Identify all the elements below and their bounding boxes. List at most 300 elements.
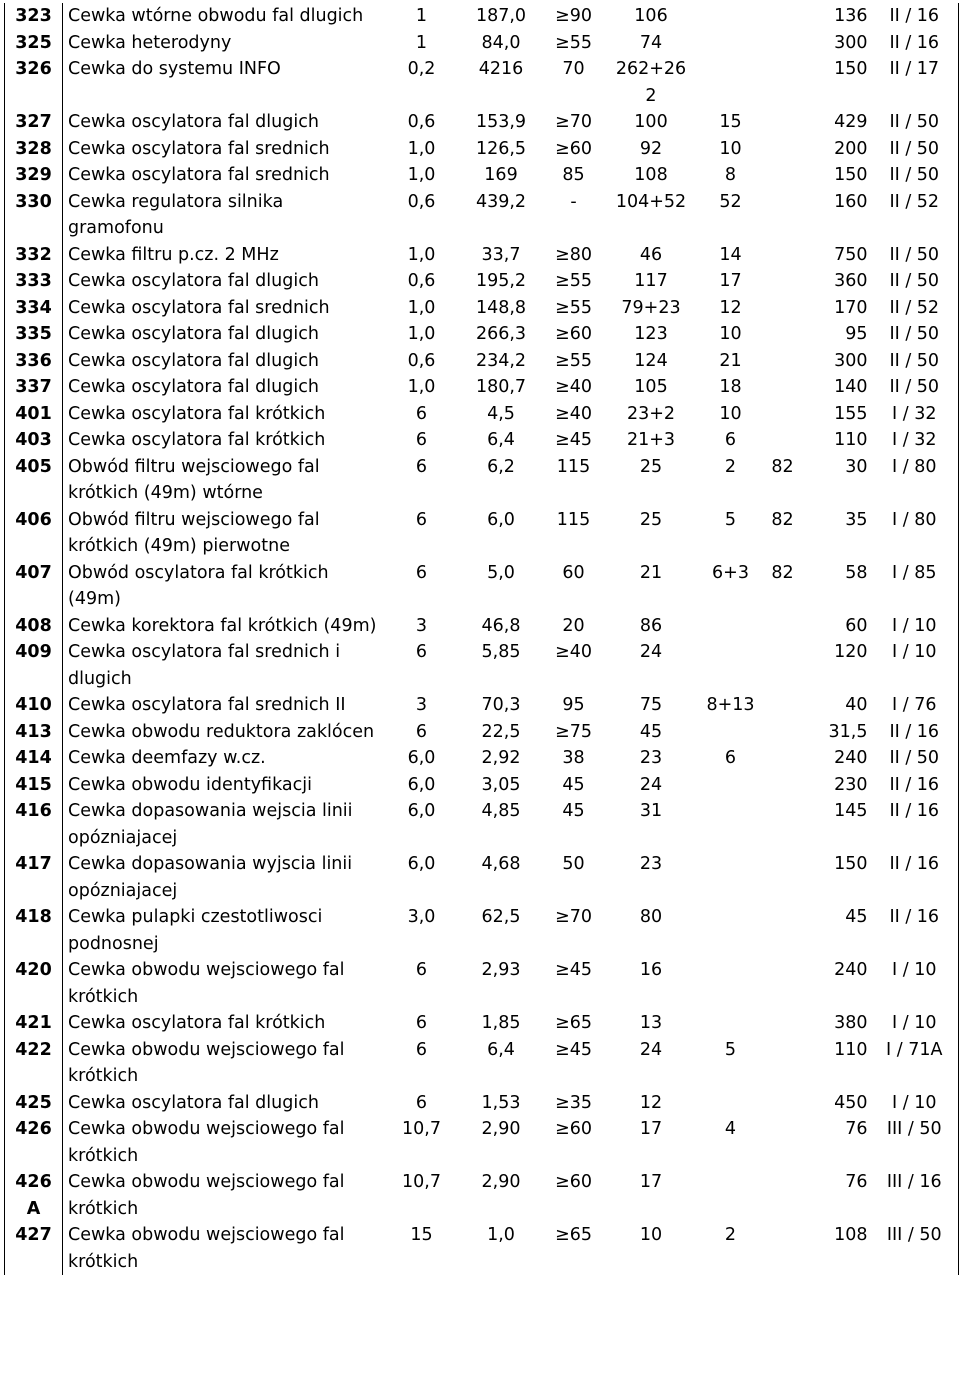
column-6-value xyxy=(763,374,803,401)
column-6-value: 82 xyxy=(771,456,794,477)
column-7-value: 200 xyxy=(834,138,868,159)
column-7-value: 150 xyxy=(834,854,868,874)
column-5-value xyxy=(699,719,763,746)
column-2-value: 6,4 xyxy=(487,430,515,450)
column-8-value: I / 80 xyxy=(871,454,959,507)
coil-description: Obwód filtru wejsciowego fal krótkich (49m) pierwotne xyxy=(68,509,320,556)
column-8-value: II / 16 xyxy=(871,798,959,851)
column-4-value: 80 xyxy=(639,907,663,927)
coil-description: Cewka oscylatora fal dlugich xyxy=(68,377,319,397)
column-4-value: 12 xyxy=(639,1092,663,1113)
coil-table-page xyxy=(4,3,958,1275)
column-4-value: 17 xyxy=(639,1172,663,1192)
column-5-value xyxy=(699,904,763,957)
column-3-value: 85 xyxy=(562,165,585,185)
column-1-value: 6 xyxy=(415,509,428,530)
column-1-value: 15 xyxy=(410,1225,433,1245)
column-1-value: 6 xyxy=(415,403,428,424)
column-8-value: I / 71A xyxy=(871,1037,959,1090)
column-6-value xyxy=(763,109,803,136)
column-6-value xyxy=(763,957,803,1010)
column-7-value: 76 xyxy=(845,1172,868,1192)
column-4-value: 46 xyxy=(639,244,663,265)
column-3-value: 20 xyxy=(562,615,585,636)
column-7-value: 155 xyxy=(834,403,868,424)
column-5-value: 18 xyxy=(719,377,742,397)
table-row xyxy=(5,189,959,242)
column-8-value: I / 80 xyxy=(871,507,959,560)
coil-number: 421 xyxy=(5,1010,63,1037)
column-6-value xyxy=(763,136,803,163)
column-5-value: 4 xyxy=(724,1119,737,1139)
column-2-value: 5,0 xyxy=(487,562,515,583)
coil-number: 328 xyxy=(5,136,63,163)
column-6-value xyxy=(763,719,803,746)
coil-description: Cewka obwodu wejsciowego fal krótkich xyxy=(68,1039,345,1086)
coil-number: 414 xyxy=(5,745,63,772)
coil-number: 326 xyxy=(5,56,63,109)
column-4-value: 124 xyxy=(634,350,668,371)
coil-description: Cewka oscylatora fal srednich i dlugich xyxy=(68,642,341,689)
column-7-value: 145 xyxy=(834,801,868,821)
column-7-value: 60 xyxy=(845,615,868,636)
column-3-value: ≥45 xyxy=(555,960,592,980)
column-3-value: 45 xyxy=(562,801,585,821)
column-6-value xyxy=(763,295,803,322)
column-2-value: 2,90 xyxy=(481,1172,521,1192)
column-1-value: 3 xyxy=(415,615,428,636)
column-6-value xyxy=(763,851,803,904)
column-4-value: 23+2 xyxy=(626,403,676,424)
column-6-value xyxy=(763,348,803,375)
column-7-value: 230 xyxy=(834,774,868,795)
column-6-value xyxy=(763,242,803,269)
column-2-value: 4,68 xyxy=(481,854,521,874)
column-2-value: 1,0 xyxy=(487,1225,515,1245)
column-8-value: III / 50 xyxy=(871,1222,959,1275)
column-2-value: 62,5 xyxy=(481,907,521,927)
column-8-value: II / 17 xyxy=(871,56,959,109)
column-8-value: II / 16 xyxy=(871,851,959,904)
column-6-value xyxy=(763,904,803,957)
column-7-value: 35 xyxy=(845,509,868,530)
column-7-value: 120 xyxy=(834,642,868,662)
column-8-value: III / 16 xyxy=(871,1169,959,1222)
coil-description: Cewka oscylatora fal dlugich xyxy=(68,324,319,344)
column-2-value: 169 xyxy=(484,165,518,185)
column-2-value: 234,2 xyxy=(475,350,527,371)
column-6-value: 82 xyxy=(771,562,794,583)
table-row xyxy=(5,1116,959,1169)
column-2-value: 1,53 xyxy=(481,1092,521,1113)
column-7-value: 140 xyxy=(834,377,868,397)
column-3-value: ≥45 xyxy=(555,1039,592,1060)
column-5-value xyxy=(699,1010,763,1037)
column-3-value: ≥90 xyxy=(555,6,592,26)
table-row xyxy=(5,30,959,57)
column-3-value: 60 xyxy=(562,562,585,583)
column-1-value: 0,6 xyxy=(407,191,436,212)
coil-number: 336 xyxy=(5,348,63,375)
column-7-value: 110 xyxy=(834,430,868,450)
column-1-value: 6 xyxy=(415,1013,428,1033)
coil-description: Cewka dopasowania wejscia linii opózniajacej xyxy=(68,801,353,848)
coil-description: Cewka oscylatora fal krótkich xyxy=(68,430,326,450)
column-5-value: 14 xyxy=(719,244,742,265)
column-4-value: 117 xyxy=(634,271,668,291)
column-1-value: 6,0 xyxy=(407,774,436,795)
table-row xyxy=(5,507,959,560)
column-5-value xyxy=(699,56,763,109)
coil-number: 323 xyxy=(5,3,63,30)
coil-description: Cewka korektora fal krótkich (49m) xyxy=(68,615,377,636)
column-1-value: 1,0 xyxy=(407,138,436,159)
coil-description: Cewka obwodu wejsciowego fal krótkich xyxy=(68,1119,345,1166)
column-5-value: 8 xyxy=(724,165,737,185)
table-row xyxy=(5,719,959,746)
column-2-value: 266,3 xyxy=(475,324,527,344)
column-2-value: 5,85 xyxy=(481,642,521,662)
coil-number: 420 xyxy=(5,957,63,1010)
table-row xyxy=(5,1222,959,1275)
coil-number: 332 xyxy=(5,242,63,269)
coil-number: 418 xyxy=(5,904,63,957)
column-8-value: II / 16 xyxy=(871,719,959,746)
column-7-value: 95 xyxy=(845,324,868,344)
column-6-value xyxy=(763,30,803,57)
coil-number: 325 xyxy=(5,30,63,57)
column-3-value: ≥60 xyxy=(555,1119,592,1139)
column-6-value xyxy=(763,56,803,109)
column-2-value: 180,7 xyxy=(475,377,527,397)
column-4-value: 75 xyxy=(639,695,663,715)
column-7-value: 110 xyxy=(834,1039,868,1060)
column-5-value xyxy=(699,798,763,851)
column-6-value xyxy=(763,321,803,348)
table-row xyxy=(5,109,959,136)
coil-description: Obwód filtru wejsciowego fal krótkich (49m) wtórne xyxy=(68,456,320,503)
column-7-value: 30 xyxy=(845,456,868,477)
coil-description: Cewka heterodyny xyxy=(68,32,232,53)
column-7-value: 108 xyxy=(834,1225,868,1245)
column-5-value: 52 xyxy=(719,191,742,212)
column-6-value xyxy=(763,427,803,454)
column-7-value: 170 xyxy=(834,297,868,318)
coil-description: Cewka filtru p.cz. 2 MHz xyxy=(68,244,279,265)
column-4-value: 104+52 xyxy=(615,191,687,212)
column-1-value: 1,0 xyxy=(407,324,436,344)
table-row xyxy=(5,348,959,375)
column-5-value xyxy=(699,30,763,57)
column-2-value: 3,05 xyxy=(481,774,521,795)
column-1-value: 3 xyxy=(415,695,428,715)
column-6-value xyxy=(763,268,803,295)
column-2-value: 6,0 xyxy=(487,509,515,530)
column-2-value: 195,2 xyxy=(475,271,527,291)
table-row xyxy=(5,3,959,30)
coil-table xyxy=(4,3,959,1275)
column-1-value: 6 xyxy=(415,1039,428,1060)
coil-number: 408 xyxy=(5,613,63,640)
coil-description: Cewka oscylatora fal dlugich xyxy=(68,350,319,371)
coil-number: 427 xyxy=(5,1222,63,1275)
column-4-value: 17 xyxy=(639,1119,663,1139)
column-3-value: 115 xyxy=(556,456,591,477)
coil-number: 333 xyxy=(5,268,63,295)
column-5-value: 6+3 xyxy=(712,562,749,583)
column-1-value: 6 xyxy=(415,1092,428,1113)
column-5-value: 6 xyxy=(724,748,737,768)
coil-number: 409 xyxy=(5,639,63,692)
table-row xyxy=(5,560,959,613)
column-4-value: 105 xyxy=(634,377,668,397)
column-1-value: 0,6 xyxy=(407,112,436,132)
coil-number: 401 xyxy=(5,401,63,428)
column-8-value: II / 52 xyxy=(871,189,959,242)
table-row xyxy=(5,136,959,163)
column-1-value: 6 xyxy=(415,562,428,583)
column-5-value: 21 xyxy=(719,350,742,371)
column-8-value: II / 16 xyxy=(871,904,959,957)
column-4-value: 21+3 xyxy=(626,430,676,450)
table-row xyxy=(5,851,959,904)
column-2-value: 4216 xyxy=(478,59,524,79)
column-1-value: 3,0 xyxy=(407,907,436,927)
column-5-value: 12 xyxy=(719,297,742,318)
coil-number: 426 xyxy=(5,1116,63,1169)
coil-number: 410 xyxy=(5,692,63,719)
column-4-value: 24 xyxy=(639,774,663,795)
column-1-value: 1,0 xyxy=(407,377,436,397)
coil-description: Cewka oscylatora fal dlugich xyxy=(68,112,319,132)
column-7-value: 240 xyxy=(834,748,868,768)
column-3-value: ≥55 xyxy=(555,350,592,371)
coil-number: 422 xyxy=(5,1037,63,1090)
column-7-value: 750 xyxy=(834,244,868,265)
column-5-value: 10 xyxy=(719,403,742,424)
column-6-value xyxy=(763,1169,803,1222)
coil-description: Cewka oscylatora fal srednich II xyxy=(68,695,346,715)
column-1-value: 1 xyxy=(415,32,428,53)
column-1-value: 6 xyxy=(415,642,428,662)
table-row xyxy=(5,1090,959,1117)
column-8-value: II / 50 xyxy=(871,268,959,295)
column-3-value: ≥55 xyxy=(555,32,592,53)
column-8-value: II / 52 xyxy=(871,295,959,322)
column-1-value: 0,6 xyxy=(407,350,436,371)
column-8-value: I / 76 xyxy=(871,692,959,719)
column-4-value: 24 xyxy=(639,642,663,662)
table-row xyxy=(5,321,959,348)
coil-description: Cewka obwodu wejsciowego fal krótkich xyxy=(68,1225,345,1272)
column-7-value: 450 xyxy=(834,1092,868,1113)
column-2-value: 33,7 xyxy=(481,244,521,265)
coil-number: 413 xyxy=(5,719,63,746)
column-1-value: 6 xyxy=(415,430,428,450)
table-row xyxy=(5,242,959,269)
column-2-value: 70,3 xyxy=(481,695,521,715)
column-8-value: I / 10 xyxy=(871,1090,959,1117)
column-3-value: 38 xyxy=(562,748,585,768)
coil-number: 327 xyxy=(5,109,63,136)
column-4-value: 74 xyxy=(639,32,663,53)
column-3-value: ≥35 xyxy=(555,1092,592,1113)
coil-description: Cewka oscylatora fal krótkich xyxy=(68,403,326,424)
column-4-value: 262+26 2 xyxy=(615,59,687,106)
column-4-value: 23 xyxy=(639,748,663,768)
column-7-value: 58 xyxy=(845,562,868,583)
column-5-value: 15 xyxy=(719,112,742,132)
column-3-value: 95 xyxy=(562,695,585,715)
column-8-value: II / 50 xyxy=(871,109,959,136)
column-1-value: 6 xyxy=(415,721,428,742)
column-5-value: 17 xyxy=(719,271,742,291)
column-5-value: 2 xyxy=(724,1225,737,1245)
column-8-value: II / 16 xyxy=(871,30,959,57)
coil-description: Cewka regulatora silnika gramofonu xyxy=(68,191,284,238)
column-8-value: I / 10 xyxy=(871,639,959,692)
coil-description: Cewka pulapki czestotliwosci podnosnej xyxy=(68,907,323,954)
column-3-value: ≥70 xyxy=(555,112,592,132)
table-row xyxy=(5,745,959,772)
coil-number: 403 xyxy=(5,427,63,454)
coil-number: 426 A xyxy=(5,1169,63,1222)
column-2-value: 4,85 xyxy=(481,801,521,821)
column-6-value xyxy=(763,639,803,692)
column-4-value: 45 xyxy=(639,721,663,742)
coil-number: 417 xyxy=(5,851,63,904)
column-6-value xyxy=(763,1222,803,1275)
column-2-value: 153,9 xyxy=(475,112,527,132)
column-3-value: - xyxy=(570,191,577,212)
column-1-value: 1,0 xyxy=(407,244,436,265)
column-5-value: 6 xyxy=(724,430,737,450)
column-2-value: 2,93 xyxy=(481,960,521,980)
column-4-value: 86 xyxy=(639,615,663,636)
table-row xyxy=(5,613,959,640)
coil-description: Cewka oscylatora fal krótkich xyxy=(68,1013,326,1033)
table-row xyxy=(5,772,959,799)
column-1-value: 6,0 xyxy=(407,854,436,874)
column-8-value: I / 10 xyxy=(871,1010,959,1037)
column-7-value: 300 xyxy=(834,350,868,371)
column-7-value: 136 xyxy=(834,6,868,26)
column-5-value: 10 xyxy=(719,138,742,159)
coil-description: Cewka obwodu wejsciowego fal krótkich xyxy=(68,960,345,1007)
coil-number: 337 xyxy=(5,374,63,401)
column-2-value: 4,5 xyxy=(487,403,515,424)
coil-description: Cewka wtórne obwodu fal dlugich xyxy=(68,6,364,26)
column-3-value: ≥80 xyxy=(555,244,592,265)
column-4-value: 100 xyxy=(634,112,668,132)
table-row xyxy=(5,162,959,189)
column-3-value: 70 xyxy=(562,59,585,79)
coil-number: 335 xyxy=(5,321,63,348)
column-8-value: II / 16 xyxy=(871,772,959,799)
column-4-value: 79+23 xyxy=(621,297,681,318)
column-3-value: ≥60 xyxy=(555,1172,592,1192)
coil-description: Cewka oscylatora fal dlugich xyxy=(68,1092,319,1113)
column-2-value: 126,5 xyxy=(475,138,527,159)
column-1-value: 6 xyxy=(415,456,428,477)
column-6-value xyxy=(763,772,803,799)
column-1-value: 6,0 xyxy=(407,748,436,768)
column-1-value: 10,7 xyxy=(402,1172,441,1192)
column-5-value xyxy=(699,957,763,1010)
coil-number: 407 xyxy=(5,560,63,613)
coil-description: Cewka oscylatora fal dlugich xyxy=(68,271,319,291)
column-5-value xyxy=(699,851,763,904)
column-2-value: 148,8 xyxy=(475,297,527,318)
column-4-value: 25 xyxy=(639,456,663,477)
column-7-value: 240 xyxy=(834,960,868,980)
column-8-value: III / 50 xyxy=(871,1116,959,1169)
coil-number: 416 xyxy=(5,798,63,851)
column-2-value: 2,92 xyxy=(481,748,521,768)
coil-number: 425 xyxy=(5,1090,63,1117)
column-3-value: ≥75 xyxy=(555,721,592,742)
column-6-value xyxy=(763,401,803,428)
column-2-value: 22,5 xyxy=(481,721,521,742)
column-7-value: 360 xyxy=(834,271,868,291)
column-1-value: 1,0 xyxy=(407,297,436,318)
column-6-value xyxy=(763,1090,803,1117)
column-3-value: ≥70 xyxy=(555,907,592,927)
column-2-value: 187,0 xyxy=(475,6,527,26)
column-8-value: II / 50 xyxy=(871,136,959,163)
column-6-value xyxy=(763,3,803,30)
table-row xyxy=(5,374,959,401)
column-6-value xyxy=(763,189,803,242)
coil-description: Cewka obwodu wejsciowego fal krótkich xyxy=(68,1172,345,1219)
column-3-value: 50 xyxy=(562,854,585,874)
column-1-value: 10,7 xyxy=(402,1119,441,1139)
column-7-value: 150 xyxy=(834,59,868,79)
column-8-value: II / 50 xyxy=(871,162,959,189)
column-1-value: 1,0 xyxy=(407,165,436,185)
column-3-value: ≥40 xyxy=(555,403,592,424)
coil-description: Cewka oscylatora fal srednich xyxy=(68,165,330,185)
column-7-value: 300 xyxy=(834,32,868,53)
column-3-value: ≥65 xyxy=(555,1013,592,1033)
column-8-value: I / 85 xyxy=(871,560,959,613)
column-8-value: II / 50 xyxy=(871,348,959,375)
column-5-value: 5 xyxy=(724,509,737,530)
table-body xyxy=(5,3,959,1275)
table-row xyxy=(5,904,959,957)
column-5-value xyxy=(699,1169,763,1222)
table-row xyxy=(5,639,959,692)
column-4-value: 31 xyxy=(639,801,663,821)
coil-number: 334 xyxy=(5,295,63,322)
coil-description: Cewka oscylatora fal srednich xyxy=(68,297,330,318)
column-1-value: 6,0 xyxy=(407,801,436,821)
column-1-value: 0,2 xyxy=(407,59,436,79)
coil-number: 330 xyxy=(5,189,63,242)
coil-number: 329 xyxy=(5,162,63,189)
column-4-value: 108 xyxy=(634,165,668,185)
coil-description: Cewka do systemu INFO xyxy=(68,59,281,79)
column-4-value: 92 xyxy=(639,138,663,159)
table-row xyxy=(5,401,959,428)
column-4-value: 24 xyxy=(639,1039,663,1060)
column-3-value: ≥65 xyxy=(555,1225,592,1245)
column-3-value: ≥45 xyxy=(555,430,592,450)
column-1-value: 6 xyxy=(415,960,428,980)
column-8-value: II / 16 xyxy=(871,3,959,30)
table-row xyxy=(5,295,959,322)
column-5-value xyxy=(699,3,763,30)
